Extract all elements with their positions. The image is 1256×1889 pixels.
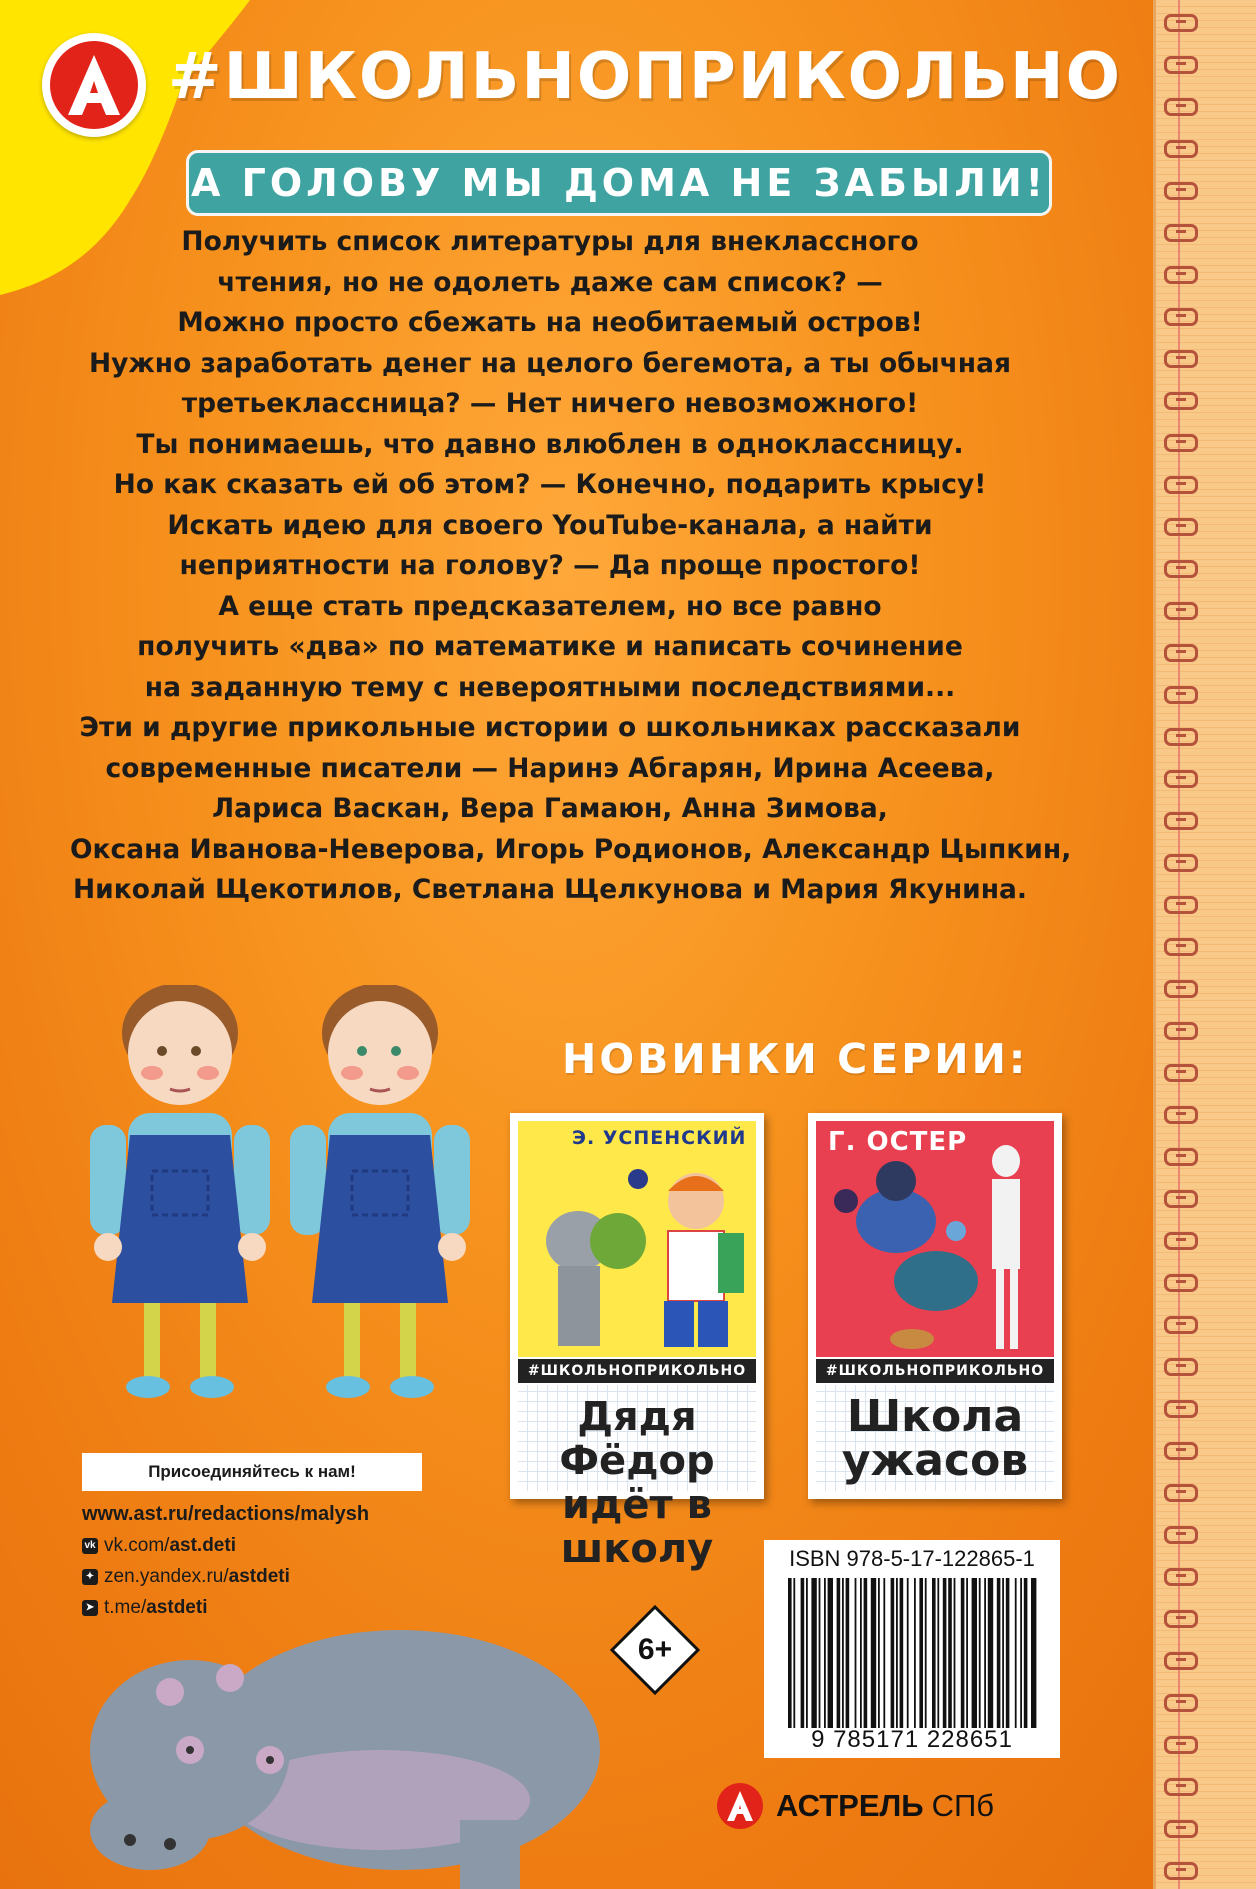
barcode-bar bbox=[883, 1578, 885, 1728]
blurb-line: получить «два» по математике и написать сочинение bbox=[137, 631, 963, 662]
notebook-spine bbox=[1153, 0, 1256, 1889]
link-prefix: zen.yandex.ru/ bbox=[104, 1566, 229, 1587]
barcode-bar bbox=[907, 1578, 909, 1728]
barcode-bar bbox=[988, 1578, 993, 1728]
spine-ring bbox=[1164, 1148, 1198, 1166]
book-title bbox=[820, 1391, 1050, 1486]
barcode-bar bbox=[1006, 1578, 1010, 1728]
blurb-line: Лариса Васкан, Вера Гамаюн, Анна Зимова, bbox=[212, 793, 888, 824]
spine-ring bbox=[1164, 560, 1198, 578]
spine-ring bbox=[1164, 1442, 1198, 1460]
barcode-bar bbox=[855, 1578, 857, 1728]
barcode-bar bbox=[972, 1578, 977, 1728]
publisher-city: СПб bbox=[931, 1788, 994, 1823]
book-author: Г. ОСТЕР bbox=[828, 1127, 968, 1157]
spine-ring bbox=[1164, 1232, 1198, 1250]
barcode-bar bbox=[811, 1578, 816, 1728]
spine-ring bbox=[1164, 308, 1198, 326]
age-rating-text: 6+ bbox=[637, 1633, 673, 1666]
link-handle: ast.deti bbox=[169, 1535, 236, 1556]
barcode-bar bbox=[828, 1578, 833, 1728]
blurb-line: Искать идею для своего YouTube-канала, а найти bbox=[167, 509, 933, 541]
vk-link[interactable] bbox=[82, 1535, 442, 1557]
barcode-bar bbox=[1024, 1578, 1028, 1728]
barcode-bar bbox=[932, 1578, 936, 1728]
barcode-bar bbox=[900, 1578, 904, 1728]
spine-ring bbox=[1164, 854, 1198, 872]
barcode bbox=[784, 1578, 1040, 1728]
twin-girls-illustration bbox=[70, 985, 510, 1415]
barcode-bar bbox=[806, 1578, 808, 1728]
spine-ring bbox=[1164, 1820, 1198, 1838]
spine-ring bbox=[1164, 644, 1198, 662]
barcode-bar bbox=[793, 1578, 795, 1728]
spine-ring bbox=[1164, 812, 1198, 830]
isbn-digits: 9 785171 228651 bbox=[811, 1726, 1013, 1753]
spine-ring bbox=[1164, 1778, 1198, 1796]
book-cover-art bbox=[518, 1121, 756, 1357]
subtitle-text: А ГОЛОВУ МЫ ДОМА НЕ ЗАБЫЛИ! bbox=[191, 161, 1047, 205]
blurb-line: Оксана Иванова-Неверова, Игорь Родионов, Александр Цыпкин, bbox=[70, 833, 1072, 865]
spine-ring bbox=[1164, 1652, 1198, 1670]
blurb-line: Но как сказать ей об этом? — Конечно, подарить крысу! bbox=[113, 469, 987, 500]
book-cover-uspensky[interactable] bbox=[510, 1113, 764, 1572]
book-series-bar: #ШКОЛЬНОПРИКОЛЬНО bbox=[518, 1359, 756, 1383]
barcode-box bbox=[764, 1540, 1060, 1758]
barcode-bar bbox=[997, 1578, 1001, 1728]
book-title-line: идёт в школу bbox=[560, 1482, 714, 1572]
barcode-bar bbox=[860, 1578, 862, 1728]
link-prefix: t.me/ bbox=[104, 1597, 147, 1618]
book-author: Э. УСПЕНСКИЙ bbox=[572, 1127, 747, 1149]
spine-ring bbox=[1164, 1736, 1198, 1754]
zen-link[interactable] bbox=[82, 1566, 442, 1588]
spine-ring bbox=[1164, 1610, 1198, 1628]
barcode-bar bbox=[1015, 1578, 1017, 1728]
spine-ring bbox=[1164, 434, 1198, 452]
spine-ring bbox=[1164, 1526, 1198, 1544]
blurb-line: на заданную тему с невероятными последствиями... bbox=[144, 671, 956, 703]
barcode-bar bbox=[846, 1578, 850, 1728]
barcode-bar bbox=[984, 1578, 986, 1728]
barcode-bar bbox=[925, 1578, 927, 1728]
spine-ring bbox=[1164, 1400, 1198, 1418]
series-hashtag: #ШКОЛЬНОПРИКОЛЬНО bbox=[168, 40, 1122, 114]
barcode-bar bbox=[801, 1578, 805, 1728]
publisher-name: АСТРЕЛЬ bbox=[776, 1788, 924, 1823]
spine-ring bbox=[1164, 476, 1198, 494]
barcode-bar bbox=[937, 1578, 939, 1728]
blurb-line: Ты понимаешь, что давно влюблен в одноклассницу. bbox=[136, 428, 964, 460]
barcode-bar bbox=[788, 1578, 792, 1728]
spine-ring bbox=[1164, 686, 1198, 704]
zen-icon: ✦ bbox=[82, 1569, 98, 1585]
spine-ring bbox=[1164, 182, 1198, 200]
barcode-bar bbox=[864, 1578, 868, 1728]
barcode-bar bbox=[1020, 1578, 1022, 1728]
spine-ring bbox=[1164, 266, 1198, 284]
book-title-line: ужасов bbox=[841, 1435, 1029, 1486]
barcode-bar bbox=[954, 1578, 956, 1728]
spine-ring bbox=[1164, 938, 1198, 956]
book-cover-oster[interactable] bbox=[808, 1113, 1062, 1499]
barcode-bar bbox=[943, 1578, 947, 1728]
blurb-line: Нужно заработать денег на целого бегемота, а ты обычная bbox=[88, 347, 1012, 379]
blurb-line: Можно просто сбежать на необитаемый остров! bbox=[177, 307, 923, 338]
spine-ring bbox=[1164, 980, 1198, 998]
spine-ring bbox=[1164, 1484, 1198, 1502]
telegram-icon: ➤ bbox=[82, 1600, 98, 1616]
spine-ring bbox=[1164, 1022, 1198, 1040]
spine-ring bbox=[1164, 602, 1198, 620]
spine-ring bbox=[1164, 1568, 1198, 1586]
barcode-bar bbox=[966, 1578, 968, 1728]
spine-ring bbox=[1164, 1274, 1198, 1292]
vk-icon: vk bbox=[82, 1538, 98, 1554]
blurb-line: Получить список литературы для внеклассного bbox=[181, 226, 919, 257]
barcode-bar bbox=[819, 1578, 821, 1728]
book-title-line: Школа bbox=[846, 1391, 1024, 1442]
blurb-line: третьеклассница? — Нет ничего невозможного! bbox=[181, 388, 919, 419]
publisher-logo bbox=[42, 33, 146, 137]
link-prefix: vk.com/ bbox=[104, 1535, 170, 1556]
spine-ring bbox=[1164, 98, 1198, 116]
spine-ring bbox=[1164, 56, 1198, 74]
new-in-series-heading: НОВИНКИ СЕРИИ: bbox=[562, 1035, 1029, 1083]
barcode-bar bbox=[1031, 1578, 1036, 1728]
link-handle: astdeti bbox=[146, 1597, 208, 1618]
barcode-bar bbox=[824, 1578, 826, 1728]
publisher-imprint bbox=[716, 1778, 994, 1834]
spine-ring bbox=[1164, 14, 1198, 32]
blurb-line: Николай Щекотилов, Светлана Щелкунова и Мария Якунина. bbox=[73, 874, 1027, 905]
join-us-label: Присоединяйтесь к нам! bbox=[82, 1453, 422, 1491]
spine-ring bbox=[1164, 224, 1198, 242]
website-link[interactable]: www.ast.ru/redactions/malysh bbox=[82, 1503, 370, 1525]
age-rating-text-wrap bbox=[608, 1603, 702, 1697]
isbn-label: ISBN 978-5-17-122865-1 bbox=[789, 1546, 1035, 1571]
barcode-bar bbox=[891, 1578, 895, 1728]
barcode-bar bbox=[871, 1578, 876, 1728]
barcode-bar bbox=[1002, 1578, 1004, 1728]
book-title-line: Дядя Фёдор bbox=[559, 1394, 715, 1484]
blurb-line: современные писатели — Наринэ Абгарян, Ирина Асеева, bbox=[105, 752, 995, 784]
barcode-bar bbox=[979, 1578, 981, 1728]
spine-ring bbox=[1164, 518, 1198, 536]
barcode-bar bbox=[914, 1578, 916, 1728]
spine-ring bbox=[1164, 1106, 1198, 1124]
barcode-bar bbox=[837, 1578, 841, 1728]
spine-ring bbox=[1164, 1064, 1198, 1082]
spine-ring bbox=[1164, 1358, 1198, 1376]
spine-ring bbox=[1164, 728, 1198, 746]
spine-ring bbox=[1164, 770, 1198, 788]
book-series-bar: #ШКОЛЬНОПРИКОЛЬНО bbox=[816, 1359, 1054, 1383]
barcode-bar bbox=[878, 1578, 880, 1728]
spine-ring bbox=[1164, 392, 1198, 410]
barcode-bar bbox=[948, 1578, 952, 1728]
book-title bbox=[522, 1395, 752, 1571]
blurb-line: Эти и другие прикольные истории о школьниках рассказали bbox=[79, 712, 1021, 743]
spine-ring bbox=[1164, 1316, 1198, 1334]
spine-ring bbox=[1164, 1862, 1198, 1880]
spine-ring bbox=[1164, 1190, 1198, 1208]
blurb-line: чтения, но не одолеть даже сам список? — bbox=[217, 266, 883, 298]
subtitle-banner bbox=[186, 150, 1052, 216]
barcode-bar bbox=[842, 1578, 844, 1728]
blurb-line: А еще стать предсказателем, но все равно bbox=[218, 590, 882, 622]
blurb-text bbox=[70, 222, 1072, 911]
social-links bbox=[82, 1453, 442, 1619]
publisher-logo-small bbox=[716, 1782, 764, 1830]
spine-ring bbox=[1164, 896, 1198, 914]
spine-ring bbox=[1164, 1694, 1198, 1712]
hippo-illustration bbox=[80, 1600, 600, 1889]
blurb-line: неприятности на голову? — Да проще простого! bbox=[179, 550, 921, 581]
link-handle: astdeti bbox=[228, 1566, 290, 1587]
spine-ring bbox=[1164, 350, 1198, 368]
barcode-bar bbox=[961, 1578, 965, 1728]
barcode-bar bbox=[896, 1578, 898, 1728]
barcode-bar bbox=[919, 1578, 923, 1728]
spine-ring bbox=[1164, 140, 1198, 158]
